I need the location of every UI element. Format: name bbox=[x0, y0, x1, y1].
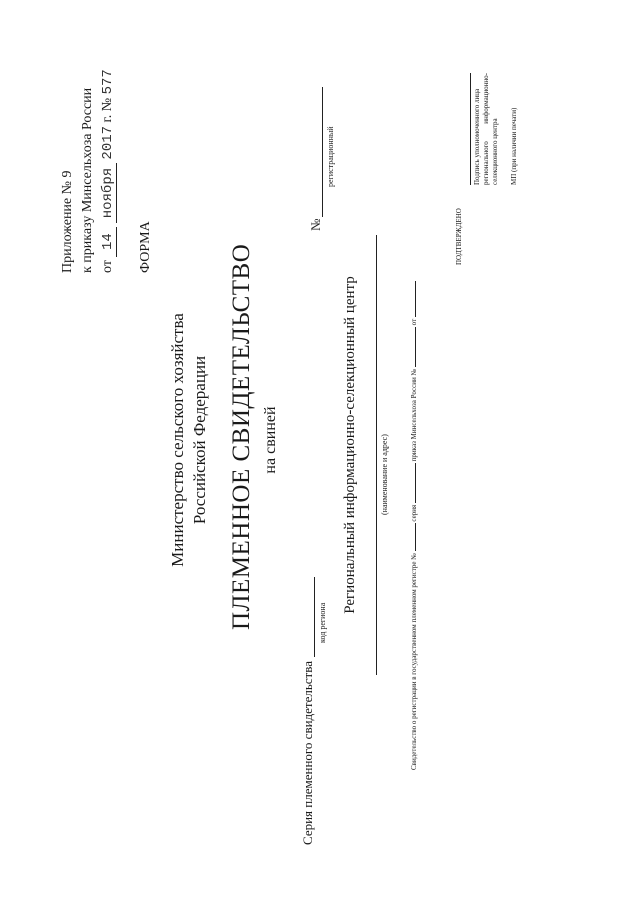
form-label: ФОРМА bbox=[138, 221, 153, 273]
appendix-line-1: Приложение № 9 bbox=[60, 170, 75, 273]
signature-caption-3: селекционного центра bbox=[491, 118, 499, 185]
series-label: Серия племенного свидетельства bbox=[300, 661, 315, 845]
register-number-field bbox=[415, 523, 416, 551]
ministry-line-2: Российской Федерации bbox=[190, 355, 209, 525]
center-name-line bbox=[376, 235, 377, 675]
appendix-line-3: от 14 ноября 2017 г. № 577 bbox=[100, 69, 116, 273]
region-code-caption: код региона bbox=[318, 602, 327, 643]
certificate-registration-row: Свидетельство о регистрации в государственном племенном регистре № серия приказ Минсельхоза России № от bbox=[410, 281, 418, 770]
page-title: ПЛЕМЕННОЕ СВИДЕТЕЛЬСТВО bbox=[228, 243, 255, 630]
appendix-month: ноября bbox=[100, 163, 117, 223]
center-name-caption: (наименование и адрес) bbox=[380, 434, 389, 515]
confirm-label: ПОДТВЕРЖДЕНО bbox=[455, 208, 463, 265]
signature-caption-1: Подпись уполномоченного лица bbox=[473, 88, 481, 185]
page-subtitle: на свиней bbox=[262, 406, 279, 474]
appendix-year: 2017 bbox=[100, 125, 116, 160]
stamp-caption: МП (при наличии печати) bbox=[510, 107, 518, 185]
signature-line bbox=[470, 73, 471, 185]
appendix-line-2: к приказу Минсельхоза России bbox=[80, 87, 95, 273]
order-number-field bbox=[415, 327, 416, 367]
center-title: Региональный информационно-селекционный центр bbox=[342, 276, 358, 614]
appendix-number: 577 bbox=[100, 69, 116, 95]
registration-number-line bbox=[322, 87, 323, 217]
ministry-line-1: Министерство сельского хозяйства bbox=[168, 313, 187, 567]
signature-caption-2: регионального информационно- bbox=[482, 72, 490, 185]
series-code-line bbox=[314, 577, 315, 657]
registration-caption: регистрационный bbox=[326, 126, 335, 187]
appendix-day: 14 bbox=[100, 227, 117, 257]
registration-number-label: № bbox=[308, 218, 323, 231]
order-date-field bbox=[415, 281, 416, 317]
register-series-field bbox=[415, 463, 416, 503]
